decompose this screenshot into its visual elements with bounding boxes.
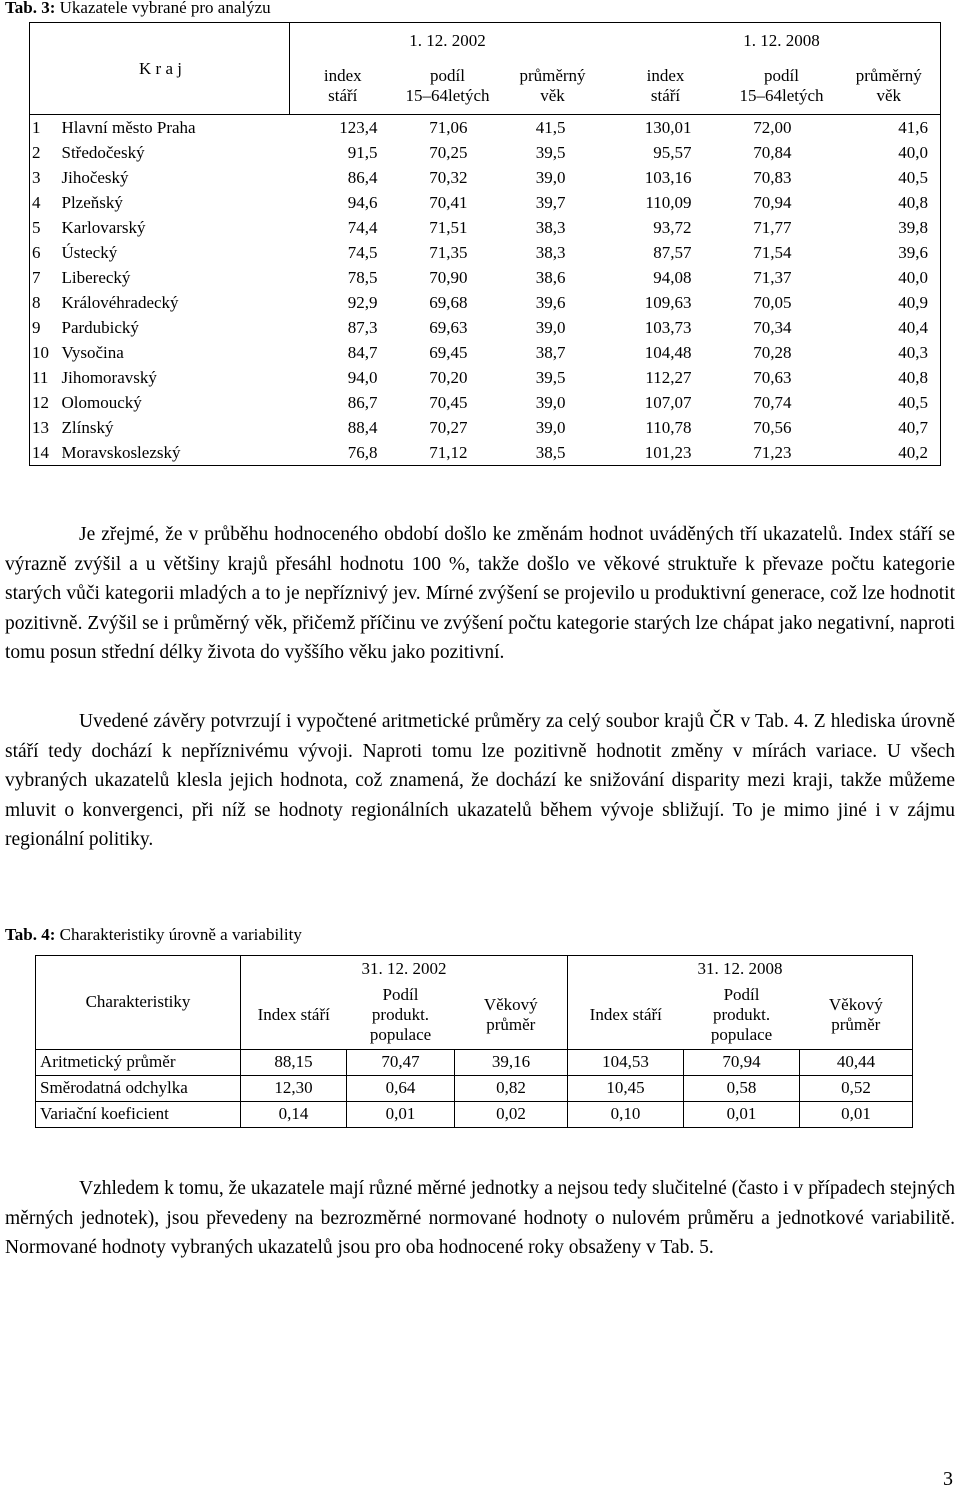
row-number: 6: [32, 242, 41, 262]
table-cell: 40,7: [898, 417, 928, 437]
paragraph-2: Uvedené závěry potvrzují i vypočtené aritmetické průměry za celý soubor krajů ČR v Tab. 4. Z hlediska úrovně stáří tedy dochází k nepříznivému vývoji. Naproti tomu lze pozitivně hodnotit změny v mírách variace. U všech vybraných ukazatelů klesla jejich hodnota, což znamená, že dochází ke snižování disparity mezi kraji, takže můžeme mluvit o konvergenci, při níž se hodnoty regionálních ukazatelů během vývoje sbližují. To je mimo jiné i v zájmu regionální politiky.: [5, 711, 955, 850]
table-cell: 40,3: [898, 342, 928, 362]
table-cell: 110,09: [645, 192, 692, 212]
table-cell: 0,82: [455, 1075, 568, 1101]
table-cell: 0,01: [684, 1101, 800, 1127]
table-cell: 40,8: [898, 367, 928, 387]
table-cell: 103,73: [644, 317, 692, 337]
table-cell: 104,48: [644, 342, 692, 362]
table-cell: 70,74: [753, 392, 792, 412]
table-row: [30, 240, 941, 265]
region-name: Liberecký: [61, 267, 131, 287]
tab4-table: [35, 955, 913, 1128]
table-cell: 112,27: [645, 367, 692, 387]
table-cell: 91,5: [347, 142, 378, 162]
table-cell: 130,01: [644, 117, 692, 137]
table-cell: 70,94: [684, 1049, 800, 1075]
table-cell: 70,32: [429, 167, 468, 187]
row-number: 2: [32, 142, 41, 162]
region-name: Zlínský: [61, 417, 114, 437]
index-header-2002: index stáří: [323, 66, 362, 106]
table-cell: 39,5: [535, 142, 566, 162]
table-row: [36, 1049, 913, 1075]
table-cell: 39,0: [535, 392, 566, 412]
row-number: 7: [32, 267, 41, 287]
table-row: [30, 290, 941, 315]
table-cell: 70,34: [753, 317, 792, 337]
table-cell: 69,63: [429, 317, 468, 337]
table-cell: 0,58: [684, 1075, 800, 1101]
vek-header-2008: průměrný věk: [836, 59, 941, 115]
table-cell: 70,28: [753, 342, 792, 362]
table-cell: 40,0: [898, 142, 928, 162]
table-row: [30, 390, 941, 415]
table-cell: 101,23: [644, 442, 692, 462]
tab4-podil-2002: Podíl produkt. populace: [347, 981, 455, 1049]
table-cell: 38,6: [535, 267, 566, 287]
table-cell: 70,63: [753, 367, 792, 387]
row-number: 9: [32, 317, 41, 337]
row-number: 3: [32, 167, 41, 187]
table-cell: 84,7: [347, 342, 378, 362]
table-cell: 70,27: [429, 417, 468, 437]
table-cell: 39,6: [898, 242, 928, 262]
characteristic-name: Aritmetický průměr: [36, 1049, 241, 1075]
table-cell: 0,10: [568, 1101, 684, 1127]
table-cell: 70,05: [753, 292, 792, 312]
table-cell: 41,6: [898, 117, 928, 137]
table-cell: 74,5: [347, 242, 378, 262]
table-cell: 38,5: [535, 442, 566, 462]
table-cell: 110,78: [645, 417, 692, 437]
table-row: [30, 115, 941, 141]
row-number: 8: [32, 292, 41, 312]
table-cell: 40,0: [898, 267, 928, 287]
table-cell: 40,8: [898, 192, 928, 212]
table-cell: 39,5: [535, 367, 566, 387]
table-cell: 86,4: [347, 167, 378, 187]
table-row: [30, 265, 941, 290]
table-cell: 0,01: [800, 1101, 913, 1127]
row-number: 1: [32, 117, 41, 137]
table-cell: 38,3: [535, 242, 566, 262]
region-name: Jihomoravský: [61, 367, 157, 387]
table-cell: 71,51: [429, 217, 468, 237]
table-cell: 94,0: [347, 367, 378, 387]
table-cell: 38,7: [535, 342, 566, 362]
table-cell: 71,23: [753, 442, 792, 462]
table-cell: 39,0: [535, 167, 566, 187]
row-number: 13: [32, 417, 49, 437]
table-cell: 39,16: [455, 1049, 568, 1075]
table-cell: 38,3: [535, 217, 566, 237]
tab4-char-header: Charakteristiky: [36, 956, 241, 1050]
table-cell: 107,07: [644, 392, 692, 412]
table-cell: 40,2: [898, 442, 928, 462]
region-name: Moravskoslezský: [61, 442, 181, 462]
paragraph-3: Vzhledem k tomu, že ukazatele mají různé měrné jednotky a nejsou tedy slučitelné (často i v případech stejných měrných jednotek), jsou převedeny na bezrozměrné normované hodnoty o nulovém průměru a jednotkové variabilitě. Normované hodnoty vybraných ukazatelů jsou pro oba hodnocené roky obsaženy v Tab. 5.: [5, 1178, 955, 1258]
region-name: Plzeňský: [61, 192, 123, 212]
table-cell: 39,6: [535, 292, 566, 312]
year-2008-header: 1. 12. 2008: [726, 23, 836, 59]
table-cell: 78,5: [347, 267, 378, 287]
tab4-vek-2008: Věkový průměr: [800, 981, 913, 1049]
table-cell: 0,14: [241, 1101, 347, 1127]
table-row: [36, 1075, 913, 1101]
table-cell: 74,4: [347, 217, 378, 237]
table-cell: 95,57: [653, 142, 692, 162]
table-row: [30, 215, 941, 240]
table-cell: 40,4: [898, 317, 928, 337]
tab4-podil-2008: Podíl produkt. populace: [684, 981, 800, 1049]
table-cell: 71,77: [753, 217, 792, 237]
table-cell: 94,6: [347, 192, 378, 212]
kraj-header: K r a j: [30, 23, 290, 115]
tab4-year-2008: 31. 12. 2008: [568, 956, 913, 982]
row-number: 4: [32, 192, 41, 212]
table-cell: 10,45: [568, 1075, 684, 1101]
region-name: Ústecký: [61, 242, 118, 262]
table-cell: 0,02: [455, 1101, 568, 1127]
table-cell: 0,64: [347, 1075, 455, 1101]
region-name: Královéhradecký: [61, 292, 179, 312]
table-cell: 70,90: [429, 267, 468, 287]
table-cell: 12,30: [241, 1075, 347, 1101]
table-cell: 70,47: [347, 1049, 455, 1075]
table-cell: 104,53: [568, 1049, 684, 1075]
table-cell: 70,45: [429, 392, 468, 412]
row-number: 5: [32, 217, 41, 237]
table-cell: 70,25: [429, 142, 468, 162]
table-cell: 71,37: [753, 267, 792, 287]
region-name: Vysočina: [61, 342, 124, 362]
table-cell: 70,20: [429, 367, 468, 387]
region-name: Karlovarský: [61, 217, 146, 237]
tab4-index-2002: Index stáří: [241, 981, 347, 1049]
table-cell: 70,94: [753, 192, 792, 212]
tab4-vek-2002: Věkový průměr: [455, 981, 568, 1049]
region-name: Olomoucký: [61, 392, 142, 412]
table-cell: 40,9: [898, 292, 928, 312]
table-cell: 39,0: [535, 417, 566, 437]
table-cell: 71,06: [429, 117, 468, 137]
table-row: [30, 440, 941, 466]
table-cell: 39,8: [898, 217, 928, 237]
page-number: 3: [943, 1468, 953, 1490]
vek-header-2002: průměrný věk: [519, 66, 586, 106]
table-cell: 40,5: [898, 392, 928, 412]
table-cell: 71,12: [429, 442, 468, 462]
table-row: [36, 1101, 913, 1127]
table-cell: 39,0: [535, 317, 566, 337]
table-cell: 86,7: [347, 392, 378, 412]
characteristic-name: Směrodatná odchylka: [36, 1075, 241, 1101]
table-cell: 76,8: [347, 442, 378, 462]
table-cell: 40,44: [800, 1049, 913, 1075]
table-cell: 87,3: [347, 317, 378, 337]
tab3-caption: Tab. 3: Ukazatele vybrané pro analýzu: [5, 0, 271, 17]
table-cell: 87,57: [653, 242, 692, 262]
table-row: [30, 415, 941, 440]
table-cell: 0,01: [347, 1101, 455, 1127]
table-cell: 88,4: [347, 417, 378, 437]
table-cell: 40,5: [898, 167, 928, 187]
tab4-caption: Tab. 4: Charakteristiky úrovně a variability: [5, 925, 302, 944]
table-row: [30, 365, 941, 390]
table-cell: 71,35: [429, 242, 468, 262]
table-cell: 70,83: [753, 167, 792, 187]
table-cell: 88,15: [241, 1049, 347, 1075]
table-cell: 123,4: [339, 117, 378, 137]
region-name: Hlavní město Praha: [61, 117, 196, 137]
table-cell: 93,72: [653, 217, 692, 237]
index-header-2008: index stáří: [646, 66, 685, 106]
table-cell: 92,9: [347, 292, 378, 312]
region-name: Pardubický: [61, 317, 139, 337]
row-number: 14: [32, 442, 49, 462]
tab3-table: [29, 22, 941, 466]
table-cell: 109,63: [644, 292, 692, 312]
table-cell: 71,54: [753, 242, 792, 262]
characteristic-name: Variační koeficient: [36, 1101, 241, 1127]
year-2002-header: 1. 12. 2002: [394, 23, 500, 59]
table-cell: 69,45: [429, 342, 468, 362]
table-row: [30, 315, 941, 340]
row-number: 10: [32, 342, 49, 362]
podil-header-2002: podíl 15–64letých: [405, 66, 490, 106]
table-row: [30, 190, 941, 215]
row-number: 12: [32, 392, 49, 412]
table-cell: 69,68: [429, 292, 468, 312]
table-cell: 39,7: [535, 192, 566, 212]
tab4-index-2008: Index stáří: [568, 981, 684, 1049]
table-row: [30, 140, 941, 165]
table-cell: 0,52: [800, 1075, 913, 1101]
table-row: [30, 165, 941, 190]
table-cell: 70,56: [753, 417, 792, 437]
paragraph-1: Je zřejmé, že v průběhu hodnoceného období došlo ke změnám hodnot uváděných tří ukazatelů. Index stáří se výrazně zvýšil a u většiny krajů přesáhl hodnotu 100 %, takže došlo ve věkové struktuře k převaze počtu kategorie starých vůči kategorii mladých a to je nepříznivý jev. Mírné zvýšení se projevilo u produktivní generace, což lze hodnotit pozitivně. Zvýšil se i průměrný věk, přičemž příčinu ve zvýšení počtu kategorie starých lze chápat jako negativní, naproti tomu posun střední délky života do vyššího věku jako pozitivní.: [5, 524, 955, 663]
podil-header-2008: podíl 15–64letých: [739, 66, 824, 106]
table-cell: 103,16: [644, 167, 692, 187]
table-cell: 94,08: [653, 267, 692, 287]
region-name: Jihočeský: [61, 167, 129, 187]
region-name: Středočeský: [61, 142, 145, 162]
table-cell: 70,84: [753, 142, 792, 162]
row-number: 11: [32, 367, 49, 387]
table-row: [30, 340, 941, 365]
tab4-year-2002: 31. 12. 2002: [241, 956, 568, 982]
table-cell: 41,5: [535, 117, 566, 137]
table-cell: 72,00: [753, 117, 792, 137]
table-cell: 70,41: [429, 192, 468, 212]
